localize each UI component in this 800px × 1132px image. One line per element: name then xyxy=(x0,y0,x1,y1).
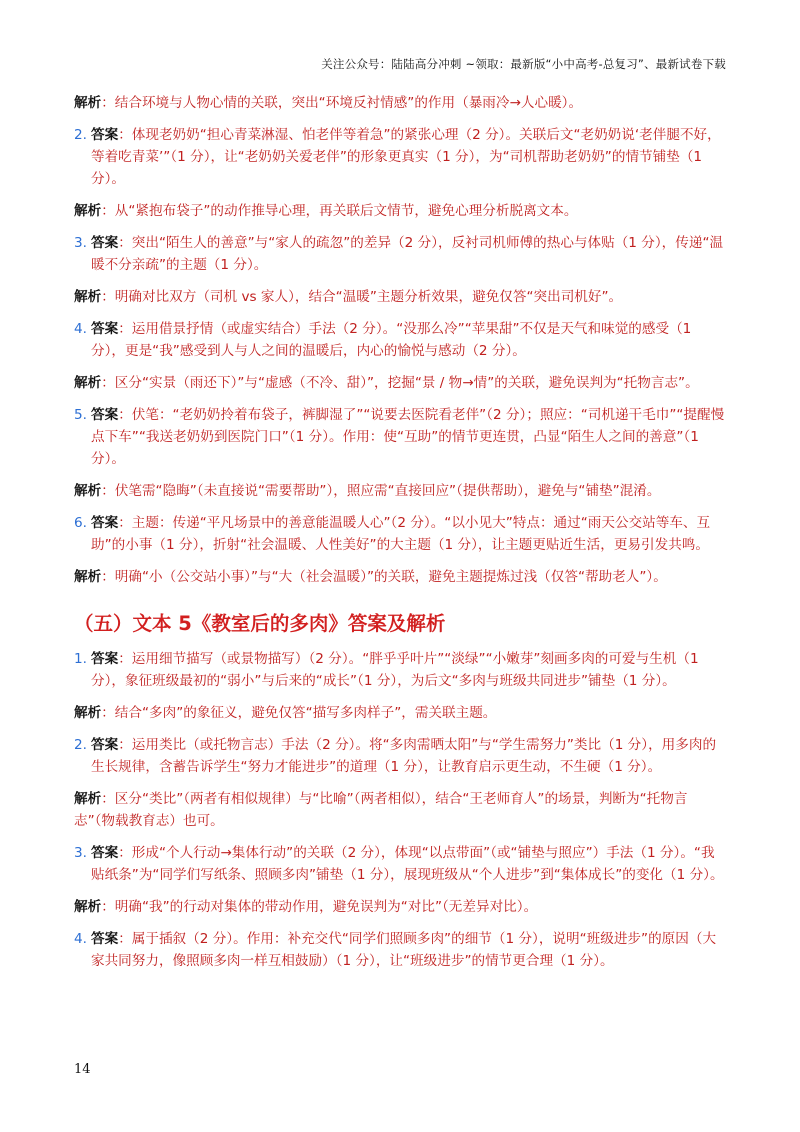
label-colon: ： xyxy=(118,931,132,947)
answer-body xyxy=(91,404,728,470)
answer-body xyxy=(91,232,728,276)
analysis-item xyxy=(74,92,728,114)
answer-label: 答案 xyxy=(91,845,119,861)
analysis-text: 结合环境与人物心情的关联，突出“环境反衬情感”的作用（暴雨冷→人心暖）。 xyxy=(114,95,583,111)
item-number: 5. xyxy=(74,407,87,423)
analysis-text: 明确对比双方（司机 vs 家人），结合“温暖”主题分析效果，避免仅答“突出司机好”。 xyxy=(114,289,623,305)
analysis-label: 解析 xyxy=(74,899,102,915)
answer-body xyxy=(91,842,728,886)
analysis-text: 伏笔需“隐晦”（未直接说“需要帮助”），照应需“直接回应”（提供帮助），避免与“铺垫”混淆。 xyxy=(114,483,661,499)
answer-item xyxy=(74,842,728,886)
answer-label: 答案 xyxy=(91,321,119,337)
analysis-label: 解析 xyxy=(74,375,102,391)
label-colon: ： xyxy=(101,569,115,585)
answer-text: 突出“陌生人的善意”与“家人的疏忽”的差异（2 分），反衬司机师傅的热心与体贴（1 分），传递“温暖不分亲疏”的主题（1 分）。 xyxy=(91,235,724,273)
answer-label: 答案 xyxy=(91,407,119,423)
label-colon: ： xyxy=(118,235,132,251)
answer-body xyxy=(91,318,728,362)
analysis-text: 区分“实景（雨还下）”与“虚感（不冷、甜）”，挖掘“景 / 物→情”的关联，避免误判为“托物言志”。 xyxy=(114,375,699,391)
content-area xyxy=(74,92,728,982)
item-number: 4. xyxy=(74,931,87,947)
answer-item xyxy=(74,404,728,470)
analysis-label: 解析 xyxy=(74,203,102,219)
answer-body xyxy=(91,512,728,556)
answers-text4 xyxy=(74,92,728,588)
analysis-text: 区分“类比”（两者有相似规律）与“比喻”（两者相似），结合“王老师育人”的场景，判断为“托物言志”（物载教育志）也可。 xyxy=(74,791,688,829)
analysis-label: 解析 xyxy=(74,791,102,807)
label-colon: ： xyxy=(101,289,115,305)
analysis-item xyxy=(74,200,728,222)
label-colon: ： xyxy=(118,845,132,861)
item-number: 6. xyxy=(74,515,87,531)
section-title: （五）文本 5《教室后的多肉》答案及解析 xyxy=(74,612,446,635)
analysis-label: 解析 xyxy=(74,289,102,305)
answer-item xyxy=(74,734,728,778)
item-number: 3. xyxy=(74,845,87,861)
analysis-item xyxy=(74,702,728,724)
page-header: 关注公众号：陆陆高分冲刺 ~领取：最新版“小中高考-总复习”、最新试卷下载 xyxy=(321,57,726,71)
answer-text: 运用类比（或托物言志）手法（2 分）。将“多肉需晒太阳”与“学生需努力”类比（1 分），用多肉的生长规律，含蓄告诉学生“努力才能进步”的道理（1 分），让教育启示更生动，不生硬（1 分）。 xyxy=(91,737,717,775)
analysis-label: 解析 xyxy=(74,569,102,585)
answer-body xyxy=(91,648,728,692)
answer-body xyxy=(91,734,728,778)
answer-text: 运用细节描写（或景物描写）（2 分）。“胖乎乎叶片”“淡绿”“小嫩芽”刻画多肉的可爱与生机（1 分），象征班级最初的“弱小”与后来的“成长”（1 分），为后文“多肉与班级共同进步”铺垫（1 分）。 xyxy=(91,651,699,689)
answer-item xyxy=(74,318,728,362)
analysis-text: 结合“多肉”的象征义，避免仅答“描写多肉样子”，需关联主题。 xyxy=(114,705,497,721)
answer-item xyxy=(74,512,728,556)
analysis-item xyxy=(74,788,728,832)
label-colon: ： xyxy=(101,483,115,499)
analysis-item xyxy=(74,372,728,394)
answer-item xyxy=(74,232,728,276)
answer-item xyxy=(74,648,728,692)
label-colon: ： xyxy=(101,899,115,915)
analysis-label: 解析 xyxy=(74,483,102,499)
answer-text: 运用借景抒情（或虚实结合）手法（2 分）。“没那么冷”“苹果甜”不仅是天气和味觉的感受（1 分），更是“我”感受到人与人之间的温暖后，内心的愉悦与感动（2 分）。 xyxy=(91,321,692,359)
answer-item xyxy=(74,928,728,972)
answer-label: 答案 xyxy=(91,515,119,531)
label-colon: ： xyxy=(118,321,132,337)
answer-text: 伏笔：“老奶奶拎着布袋子，裤脚湿了”“说要去医院看老伴”（2 分）；照应：“司机递干毛巾”“提醒慢点下车”“我送老奶奶到医院门口”（1 分）。作用：使“互助”的情节更连贯，凸显“陌生人之间的善意”（1 分）。 xyxy=(91,407,725,467)
item-number: 2. xyxy=(74,127,87,143)
analysis-text: 明确“小（公交站小事）”与“大（社会温暖）”的关联，避免主题提炼过浅（仅答“帮助老人”）。 xyxy=(114,569,667,585)
analysis-item xyxy=(74,286,728,308)
analysis-label: 解析 xyxy=(74,95,102,111)
analysis-item xyxy=(74,480,728,502)
answers-text5 xyxy=(74,648,728,972)
label-colon: ： xyxy=(118,651,132,667)
answer-label: 答案 xyxy=(91,235,119,251)
analysis-item xyxy=(74,896,728,918)
label-colon: ： xyxy=(101,95,115,111)
answer-body xyxy=(91,928,728,972)
item-number: 2. xyxy=(74,737,87,753)
page-number: 14 xyxy=(74,1062,91,1077)
answer-label: 答案 xyxy=(91,127,119,143)
label-colon: ： xyxy=(101,705,115,721)
answer-text: 属于插叙（2 分）。作用：补充交代“同学们照顾多肉”的细节（1 分），说明“班级进步”的原因（大家共同努力，像照顾多肉一样互相鼓励）（1 分），让“班级进步”的情节更合理（1 分）。 xyxy=(91,931,717,969)
label-colon: ： xyxy=(118,407,132,423)
answer-text: 体现老奶奶“担心青菜淋湿、怕老伴等着急”的紧张心理（2 分）。关联后文“老奶奶说‘老伴腿不好，等着吃青菜’”（1 分），让“老奶奶关爱老伴”的形象更真实（1 分），为“司机帮助老奶奶”的情节铺垫（1 分）。 xyxy=(91,127,721,187)
answer-label: 答案 xyxy=(91,651,119,667)
item-number: 3. xyxy=(74,235,87,251)
analysis-text: 明确“我”的行动对集体的带动作用，避免误判为“对比”（无差异对比）。 xyxy=(114,899,538,915)
label-colon: ： xyxy=(101,791,115,807)
analysis-label: 解析 xyxy=(74,705,102,721)
label-colon: ： xyxy=(101,375,115,391)
answer-label: 答案 xyxy=(91,931,119,947)
label-colon: ： xyxy=(101,203,115,219)
label-colon: ： xyxy=(118,515,132,531)
item-number: 1. xyxy=(74,651,87,667)
answer-label: 答案 xyxy=(91,737,119,753)
answer-body xyxy=(91,124,728,190)
item-number: 4. xyxy=(74,321,87,337)
answer-text: 形成“个人行动→集体行动”的关联（2 分），体现“以点带面”（或“铺垫与照应”）手法（1 分）。“我贴纸条”为“同学们写纸条、照顾多肉”铺垫（1 分），展现班级从“个人进步”到“集体成长”的变化（1 分）。 xyxy=(91,845,724,883)
label-colon: ： xyxy=(118,127,132,143)
answer-item xyxy=(74,124,728,190)
answer-text: 主题：传递“平凡场景中的善意能温暖人心”（2 分）。“以小见大”特点：通过“雨天公交站等车、互助”的小事（1 分），折射“社会温暖、人性美好”的大主题（1 分），让主题更贴近生活，更易引发共鸣。 xyxy=(91,515,711,553)
analysis-item xyxy=(74,566,728,588)
label-colon: ： xyxy=(118,737,132,753)
analysis-text: 从“紧抱布袋子”的动作推导心理，再关联后文情节，避免心理分析脱离文本。 xyxy=(114,203,578,219)
